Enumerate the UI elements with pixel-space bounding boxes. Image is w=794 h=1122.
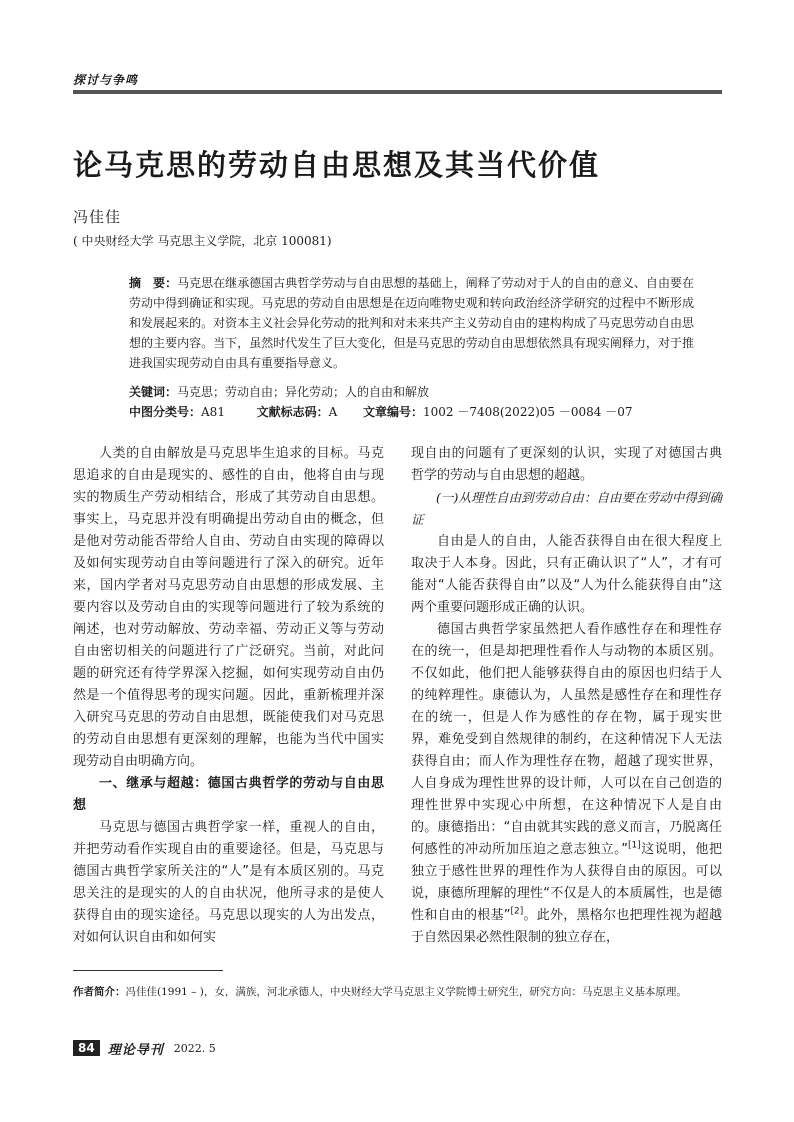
clc-value: A81: [201, 405, 225, 419]
author-footnote: [73, 982, 722, 1002]
article-no-label: 文章编号：: [362, 405, 423, 419]
subsection-paragraph-2: [411, 619, 722, 949]
subsection-paragraph-1: 自由是人的自由，人能否获得自由在很大程度上取决于人本身。因此，只有正确认识了“人”，才有可能对“人能否获得自由”以及“人为什么能获得自由”这两个重要问题形成正确的认识。: [411, 534, 722, 615]
continued-paragraph: 现自由的问题有了更深刻的认识，实现了对德国古典哲学的劳动与自由思想的超越。: [411, 446, 722, 483]
keywords-text: 马克思；劳动自由；异化劳动；人的自由和解放: [177, 385, 430, 399]
citation-1[interactable]: [1]: [627, 840, 641, 851]
kant-text-a: 德国古典哲学家虽然把人看作感性存在和理性存在的统一，但是却把理性看作人与动物的本质区别。不仅如此，他们把人能够获得自由的原因也归结于人的纯粹理性。康德认为，人虽然是感性存在和理性存在的统一，但是人作为感性的存在物，属于现实世界，难免受到自然规律的制约，在这种情况下人无法获得自由；而人作为理性存在物，超越了现实世界，人自身成为理性世界的设计师，人可以在自己创造的理性世界中实现心中所想，在这种情况下人是自由的。康德指出：“自由就其实践的意义而言，乃脱离任何感性的冲动所加压迫之意志独立。”: [411, 622, 722, 857]
section-tag: 探讨与争鸣: [73, 73, 139, 87]
doc-code-value: A: [328, 405, 338, 419]
subsection-heading-1: (一)从理性自由到劳动自由：自由要在劳动中得到确证: [411, 490, 722, 527]
author-name: 冯佳佳: [73, 208, 122, 226]
doc-code-label: 文献标志码：: [256, 405, 329, 419]
keywords-label: 关键词：: [129, 385, 178, 399]
footnote-text: 冯佳佳(1991 – )，女，满族，河北承德人，中央财经大学马克思主义学院博士研究生，研究方向：马克思主义基本原理。: [125, 986, 687, 998]
kant-text-b: 这说明，他把独立于感性世界的理性作为人获得自由的原因。可以说，康德所理解的理性“不仅是人的本质属性，也是德性和自由的根基”: [411, 842, 722, 923]
article-no-value: 1002 －7408(2022)05 －0084 －07: [422, 405, 633, 419]
section1-paragraph: 马克思与德国古典哲学家一样，重视人的自由，并把劳动看作实现自由的重要途径。但是，马克思与德国古典哲学家所关注的“人”是有本质区别的。马克思关注的是现实的人的自由状况，他所寻求的是使人获得自由的现实途径。马克思以现实的人为出发点，对如何认识自由和如何实: [73, 820, 384, 945]
kant-text-c: 。此外，黑格尔也把理性视为超越于自然因果必然性限制的独立存在，: [411, 908, 722, 945]
abstract-label: 摘 要：: [129, 276, 178, 290]
keywords: [129, 383, 694, 400]
intro-paragraph: 人类的自由解放是马克思毕生追求的目标。马克思追求的自由是现实的、感性的自由，他将自由与现实的物质生产劳动相结合，形成了其劳动自由思想。事实上，马克思并没有明确提出劳动自由的概念，但是他对劳动能否带给人自由、劳动自由实现的障碍以及如何实现劳动自由等问题进行了深入的研究。近年来，国内学者对马克思劳动自由思想的形成发展、主要内容以及劳动自由的实现等问题进行了较为系统的阐述，也对劳动解放、劳动幸福、劳动正义等与劳动自由密切相关的问题进行了广泛研究。当前，对此问题的研究还有待学界深入挖掘，如何实现劳动自由仍然是一个值得思考的现实问题。因此，重新梳理并深入研究马克思的劳动自由思想，既能使我们对马克思的劳动自由思想有更深刻的理解，也能为当代中国实现劳动自由明确方向。: [73, 446, 384, 769]
journal-issue: 2022. 5: [173, 1041, 216, 1055]
header-rule: [73, 90, 722, 94]
article-title: 论马克思的劳动自由思想及其当代价值: [73, 148, 601, 182]
section-heading-1: 一、继承与超越：德国古典哲学的劳动与自由思想: [73, 776, 384, 813]
right-column: [411, 443, 722, 949]
clc-label: 中图分类号：: [129, 405, 202, 419]
abstract-text: 马克思在继承德国古典哲学劳动与自由思想的基础上，阐释了劳动对于人的自由的意义、自由要在劳动中得到确证和实现。马克思的劳动自由思想是在迈向唯物史观和转向政治经济学研究的过程中不断形成和发展起来的。对资本主义社会异化劳动的批判和对未来共产主义劳动自由的建构构成了马克思劳动自由思想的主要内容。当下，虽然时代发生了巨大变化，但是马克思的劳动自由思想依然具有现实阐释力，对于推进我国实现劳动自由具有重要指导意义。: [129, 276, 694, 370]
page-footer: [73, 1039, 216, 1057]
page-number: 84: [73, 1040, 100, 1056]
left-column: [73, 443, 384, 949]
abstract: [129, 273, 694, 373]
footnote-rule: [73, 970, 223, 971]
author-affiliation: ( 中央财经大学 马克思主义学院，北京 100081): [73, 234, 332, 248]
footnote-label: 作者简介：: [73, 986, 126, 998]
classification-line: [129, 403, 694, 420]
journal-name: 理论导刊: [107, 1042, 164, 1058]
citation-2[interactable]: [2]: [510, 906, 524, 917]
